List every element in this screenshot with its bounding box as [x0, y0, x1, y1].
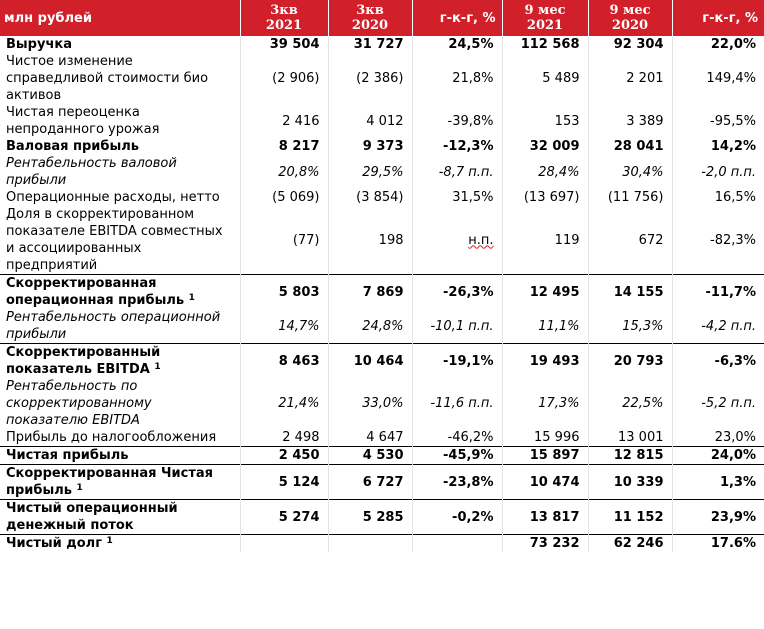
cell-value: 5 124 [240, 465, 328, 500]
table-body [0, 36, 764, 552]
cell-value: (13 697) [502, 189, 588, 206]
table-row [0, 344, 764, 379]
header-col-9m-2021: 9 мес 2021 [502, 0, 588, 36]
cell-value: 10 339 [588, 465, 672, 500]
table-row [0, 189, 764, 206]
footnote-mark: 1 [188, 293, 195, 303]
table-row [0, 429, 764, 447]
cell-value: -26,3% [412, 275, 502, 310]
row-label-text: Доля в скорректированном показателе EBITDA совместных и ассоциированных предприятий [6, 207, 223, 273]
row-label-text: Валовая прибыль [6, 139, 139, 154]
cell-value: -19,1% [412, 344, 502, 379]
cell-value: 8 217 [240, 138, 328, 155]
cell-value: 14 155 [588, 275, 672, 310]
cell-value: 29,5% [328, 155, 412, 189]
table-row [0, 535, 764, 553]
cell-value: 23,9% [672, 500, 764, 535]
cell-value: (2 386) [328, 53, 412, 104]
cell-value: 15,3% [588, 309, 672, 344]
cell-value: 28 041 [588, 138, 672, 155]
table-row [0, 465, 764, 500]
row-label [0, 309, 240, 344]
cell-value: (3 854) [328, 189, 412, 206]
cell-value: 31,5% [412, 189, 502, 206]
cell-value: -95,5% [672, 104, 764, 138]
cell-value: 5 803 [240, 275, 328, 310]
cell-value: -0,2% [412, 500, 502, 535]
row-label [0, 500, 240, 535]
footnote-mark: 1 [76, 483, 83, 493]
cell-value: н.п. [412, 206, 502, 275]
cell-value: 2 416 [240, 104, 328, 138]
cell-value: 8 463 [240, 344, 328, 379]
row-label [0, 275, 240, 310]
row-label-text: Чистый операционный денежный поток [6, 501, 178, 533]
cell-value: 4 647 [328, 429, 412, 447]
cell-value: -11,6 п.п. [412, 378, 502, 429]
cell-value: 22,0% [672, 36, 764, 53]
row-label-text: Чистая прибыль [6, 448, 129, 463]
cell-value: 12 495 [502, 275, 588, 310]
cell-value: -2,0 п.п. [672, 155, 764, 189]
row-label [0, 138, 240, 155]
cell-value: 92 304 [588, 36, 672, 53]
cell-value: 17,3% [502, 378, 588, 429]
cell-value: 5 285 [328, 500, 412, 535]
table-row [0, 275, 764, 310]
row-label [0, 104, 240, 138]
cell-value: 14,2% [672, 138, 764, 155]
row-label-text: Скорректированная Чистая прибыль [6, 466, 214, 498]
cell-value: -45,9% [412, 447, 502, 465]
cell-value: 1,3% [672, 465, 764, 500]
cell-value: 24,8% [328, 309, 412, 344]
row-label [0, 378, 240, 429]
cell-value: 20 793 [588, 344, 672, 379]
cell-value: 31 727 [328, 36, 412, 53]
cell-value: 5 489 [502, 53, 588, 104]
row-label [0, 465, 240, 500]
table-row [0, 309, 764, 344]
cell-value: 23,0% [672, 429, 764, 447]
cell-value: 2 201 [588, 53, 672, 104]
footnote-mark: 1 [106, 536, 113, 546]
cell-value [240, 535, 328, 553]
footnote-mark: 1 [154, 362, 161, 372]
cell-value: 33,0% [328, 378, 412, 429]
cell-value: 10 464 [328, 344, 412, 379]
row-label [0, 189, 240, 206]
cell-value: 4 530 [328, 447, 412, 465]
table-row [0, 138, 764, 155]
cell-value: 153 [502, 104, 588, 138]
cell-value: 24,0% [672, 447, 764, 465]
row-label-text: Прибыль до налогообложения [6, 430, 217, 445]
row-label [0, 344, 240, 379]
cell-value: 21,4% [240, 378, 328, 429]
cell-value: 119 [502, 206, 588, 275]
cell-value: 2 450 [240, 447, 328, 465]
cell-value: 3 389 [588, 104, 672, 138]
cell-value: -23,8% [412, 465, 502, 500]
table-row [0, 378, 764, 429]
table-row [0, 155, 764, 189]
cell-value: (77) [240, 206, 328, 275]
row-label [0, 53, 240, 104]
cell-value: 19 493 [502, 344, 588, 379]
cell-value: 15 996 [502, 429, 588, 447]
table-header [0, 0, 764, 36]
cell-value: 5 274 [240, 500, 328, 535]
cell-value: 10 474 [502, 465, 588, 500]
cell-value: 21,8% [412, 53, 502, 104]
cell-value: 17.6% [672, 535, 764, 553]
table-row [0, 447, 764, 465]
cell-value: 11,1% [502, 309, 588, 344]
cell-value: -6,3% [672, 344, 764, 379]
cell-value: 7 869 [328, 275, 412, 310]
cell-value: 2 498 [240, 429, 328, 447]
cell-value: 9 373 [328, 138, 412, 155]
cell-value: -5,2 п.п. [672, 378, 764, 429]
cell-value: (11 756) [588, 189, 672, 206]
cell-value [328, 535, 412, 553]
cell-value: 32 009 [502, 138, 588, 155]
row-label-text: Выручка [6, 37, 72, 52]
row-label-text: Скорректированный показатель EBITDA [6, 345, 161, 377]
row-label [0, 429, 240, 447]
header-col-yoy-q: г-к-г, % [412, 0, 502, 36]
cell-value: -11,7% [672, 275, 764, 310]
table-row [0, 206, 764, 275]
cell-value: 22,5% [588, 378, 672, 429]
cell-value: 15 897 [502, 447, 588, 465]
cell-value: -46,2% [412, 429, 502, 447]
row-label-text: Чистая переоценка непроданного урожая [6, 105, 160, 137]
row-label-text: Чистое изменение справедливой стоимости био активов [6, 54, 209, 103]
cell-value: 4 012 [328, 104, 412, 138]
table-row [0, 36, 764, 53]
header-col-yoy-9m: г-к-г, % [672, 0, 764, 36]
row-label-text: Чистый долг [6, 536, 102, 551]
cell-value [412, 535, 502, 553]
cell-value: (5 069) [240, 189, 328, 206]
cell-value: 149,4% [672, 53, 764, 104]
cell-value: 28,4% [502, 155, 588, 189]
row-label [0, 36, 240, 53]
table-row [0, 500, 764, 535]
cell-value: 39 504 [240, 36, 328, 53]
cell-value: -4,2 п.п. [672, 309, 764, 344]
row-label [0, 447, 240, 465]
cell-value: 6 727 [328, 465, 412, 500]
cell-value: 672 [588, 206, 672, 275]
cell-value: 30,4% [588, 155, 672, 189]
cell-value: 12 815 [588, 447, 672, 465]
cell-value: 13 001 [588, 429, 672, 447]
header-col-9m-2020: 9 мес 2020 [588, 0, 672, 36]
cell-value: 198 [328, 206, 412, 275]
cell-value: (2 906) [240, 53, 328, 104]
cell-value: 16,5% [672, 189, 764, 206]
cell-value: 13 817 [502, 500, 588, 535]
row-label-text: Рентабельность валовой прибыли [6, 156, 177, 188]
cell-value: -82,3% [672, 206, 764, 275]
cell-value: 73 232 [502, 535, 588, 553]
cell-value: 14,7% [240, 309, 328, 344]
cell-value: 112 568 [502, 36, 588, 53]
header-col-q3-2020: 3кв 2020 [328, 0, 412, 36]
cell-value: 24,5% [412, 36, 502, 53]
row-label-text: Рентабельность операционной прибыли [6, 310, 221, 342]
cell-value: -12,3% [412, 138, 502, 155]
row-label-text: Рентабельность по скорректированному показателю EBITDA [6, 379, 152, 428]
table-row [0, 53, 764, 104]
row-label [0, 155, 240, 189]
cell-value: -39,8% [412, 104, 502, 138]
header-col-q3-2021: 3кв 2021 [240, 0, 328, 36]
row-label-text: Операционные расходы, нетто [6, 190, 220, 205]
row-label-text: Скорректированная операционная прибыль [6, 276, 185, 308]
cell-value: 20,8% [240, 155, 328, 189]
table-row [0, 104, 764, 138]
row-label [0, 206, 240, 275]
header-label: млн рублей [0, 0, 240, 36]
cell-value: 62 246 [588, 535, 672, 553]
cell-value: -8,7 п.п. [412, 155, 502, 189]
cell-value: -10,1 п.п. [412, 309, 502, 344]
row-label [0, 535, 240, 553]
cell-value: 11 152 [588, 500, 672, 535]
